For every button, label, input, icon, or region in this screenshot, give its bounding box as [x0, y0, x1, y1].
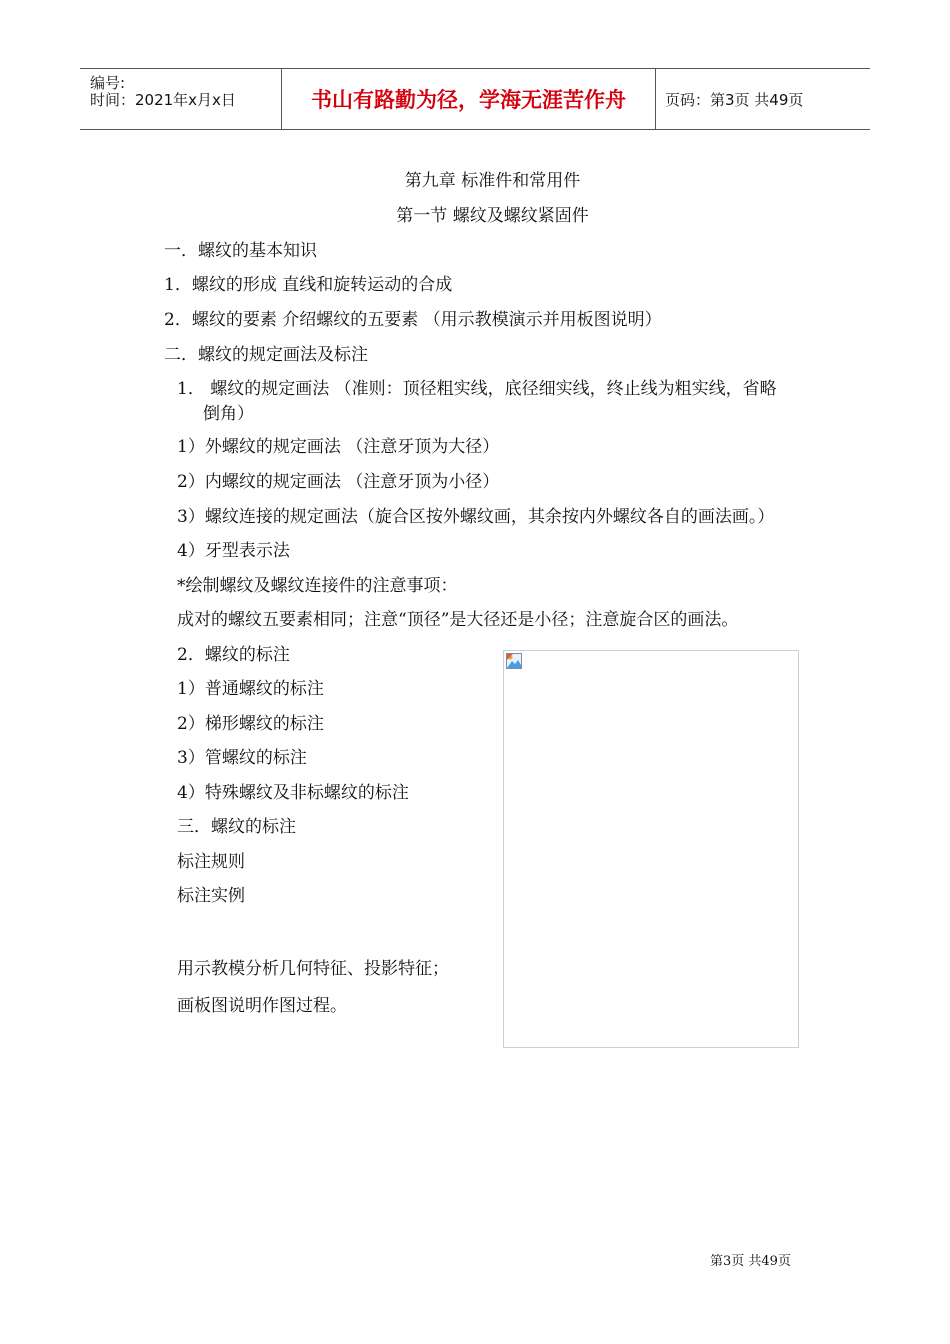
body-line: 1．螺纹的形成 直线和旋转运动的合成	[164, 275, 453, 295]
body-line: 3）管螺纹的标注	[177, 748, 307, 768]
body-line: 标注实例	[177, 886, 245, 906]
body-line: 三．螺纹的标注	[177, 817, 296, 837]
body-line: 2）内螺纹的规定画法 （注意牙顶为小径）	[177, 472, 500, 492]
body-line: 二．螺纹的规定画法及标注	[164, 345, 368, 365]
body-line: 1）普通螺纹的标注	[177, 679, 324, 699]
body-line: 3）螺纹连接的规定画法（旋合区按外螺纹画，其余按内外螺纹各自的画法画。）	[177, 507, 775, 527]
page-label: 页码：第3页 共49页	[665, 90, 804, 109]
body-line: *绘制螺纹及螺纹连接件的注意事项：	[177, 576, 458, 596]
body-line: 4）特殊螺纹及非标螺纹的标注	[177, 783, 409, 803]
body-line: 用示教模分析几何特征、投影特征；	[177, 959, 449, 979]
body-line: 倒角）	[203, 404, 254, 424]
body-line: 1）外螺纹的规定画法 （注意牙顶为大径）	[177, 437, 500, 457]
section-title: 第一节 螺纹及螺纹紧固件	[396, 206, 589, 226]
motto: 书山有路勤为径，学海无涯苦作舟	[281, 69, 656, 129]
broken-image-icon	[506, 653, 522, 669]
body-line: 2．螺纹的要素 介绍螺纹的五要素 （用示教模演示并用板图说明）	[164, 310, 662, 330]
body-line: 成对的螺纹五要素相同；注意“顶径”是大径还是小径；注意旋合区的画法。	[177, 610, 739, 630]
body-line: 1． 螺纹的规定画法 （准则：顶径粗实线，底径细实线，终止线为粗实线，省略	[177, 379, 777, 399]
body-line: 一．螺纹的基本知识	[164, 241, 317, 261]
body-line: 画板图说明作图过程。	[177, 996, 347, 1016]
time-label: 时间：2021年x月x日	[90, 91, 236, 109]
chapter-title: 第九章 标准件和常用件	[404, 171, 581, 191]
number-label: 编号:	[90, 74, 126, 92]
body-line: 4）牙型表示法	[177, 541, 290, 561]
image-placeholder	[503, 650, 799, 1048]
page-header	[80, 68, 870, 130]
body-line: 标注规则	[177, 852, 245, 872]
header-left-cell	[80, 69, 281, 129]
page-footer: 第3页 共49页	[710, 1254, 791, 1269]
body-line: 2）梯形螺纹的标注	[177, 714, 324, 734]
body-line: 2．螺纹的标注	[177, 645, 290, 665]
